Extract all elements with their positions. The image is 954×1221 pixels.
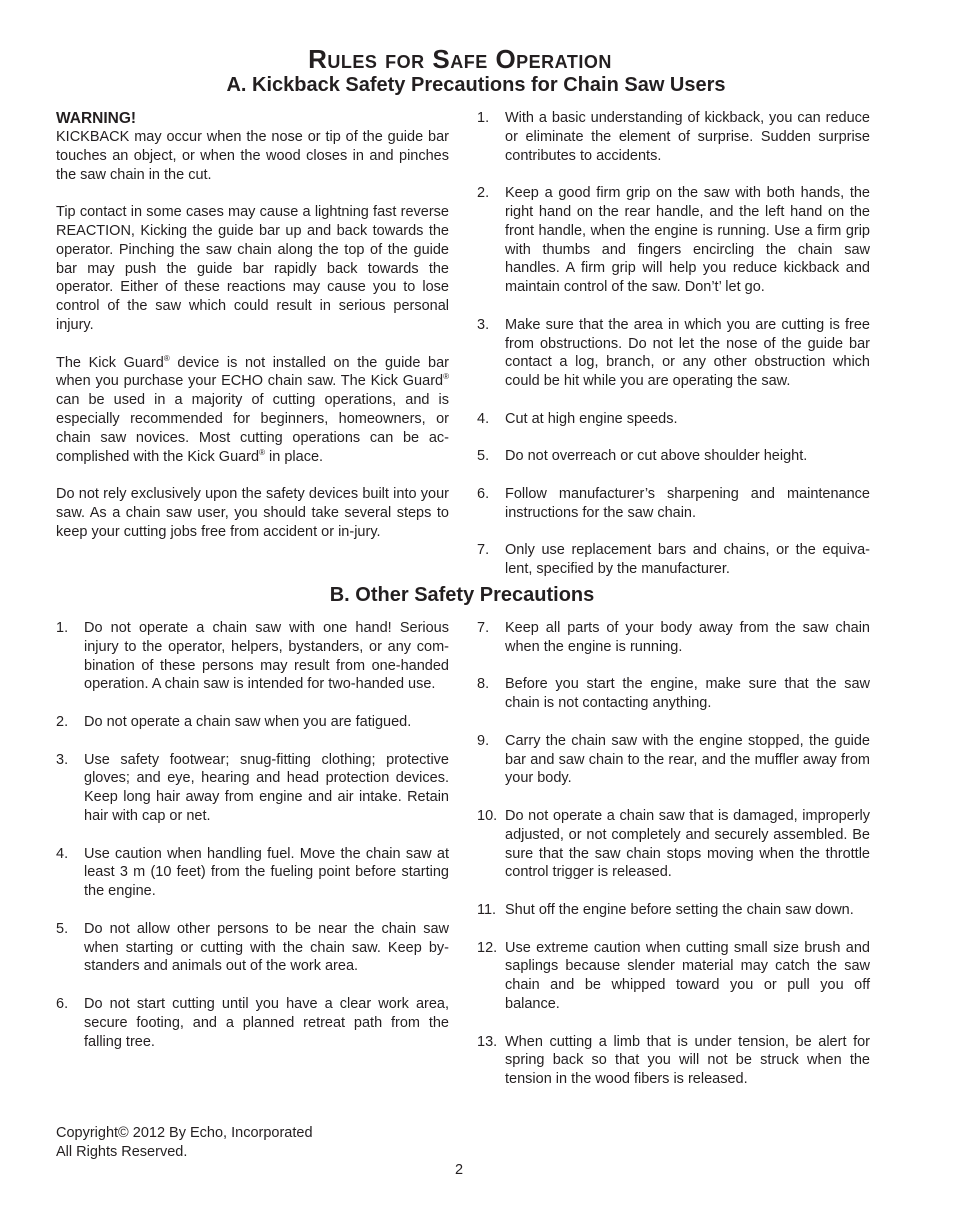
registered-mark: ®: [163, 353, 170, 363]
registered-mark: ®: [443, 372, 449, 382]
item-text: Do not allow other persons to be near the chain saw when starting or cutting with the chain saw. Keep by-standers and animals out of the work area.: [84, 920, 449, 975]
item-number: 12.: [477, 939, 498, 956]
item-number: 7.: [477, 542, 490, 559]
item-text: Shut off the engine before setting the chain saw down.: [505, 901, 854, 918]
item-text: Use safety footwear; snug-fitting clothing; protective gloves; and eye, hearing and head protection devices. Keep long hair away from engine and air intake. Retain hair with cap or net.: [84, 751, 449, 824]
section-a-right-column: [477, 109, 870, 598]
item-text: Carry the chain saw with the engine stopped, the guide bar and saw chain to the rear, and the muffler away from your body.: [505, 732, 870, 787]
item-number: 4.: [56, 845, 69, 862]
item-number: 8.: [477, 676, 490, 693]
rights-line: All Rights Reserved.: [56, 1144, 188, 1160]
item-text: Before you start the engine, make sure that the saw chain is not contacting anything.: [505, 676, 870, 712]
copyright-line: Copyright© 2012 By Echo, Incorporated: [56, 1125, 313, 1141]
list-item: [477, 485, 870, 523]
item-text: Cut at high engine speeds.: [505, 410, 678, 427]
item-text: When cutting a limb that is under tension, be alert for spring back so that you will not be struck when the tension in the wood fibers is released.: [505, 1033, 870, 1088]
item-text: Do not operate a chain saw that is damaged, improperly adjusted, or not completely and securely assembled. Be sure that the saw chain stops moving when the throttle control trigger is released.: [505, 807, 870, 881]
item-text: Do not overreach or cut above shoulder height.: [505, 448, 808, 465]
item-number: 2.: [56, 713, 69, 730]
item-number: 7.: [477, 620, 490, 636]
list-item: [56, 845, 449, 901]
section-a-left-column: [56, 109, 449, 560]
list-item: [477, 807, 870, 882]
item-text: Do not start cutting until you have a clear work area, secure footing, and a planned retreat path from the falling tree.: [84, 995, 449, 1050]
item-text: Do not operate a chain saw with one hand! Serious injury to the operator, helpers, bystanders, or any com-bination of these persons may result from one-handed operation. A chain saw is intended for two-handed use.: [84, 620, 449, 693]
item-number: 4.: [477, 410, 490, 427]
list-item: [477, 901, 870, 920]
list-item: [477, 675, 870, 713]
section-b-left-column: [56, 619, 449, 1070]
page-number: 2: [455, 1162, 464, 1178]
section-b-heading: B. Other Safety Precautions: [329, 584, 595, 606]
list-item: [477, 619, 870, 657]
item-text: With a basic understanding of kickback, you can reduce or eliminate the element of surprise. Sudden surprise contributes to accidents.: [505, 110, 870, 164]
item-number: 9.: [477, 732, 490, 749]
item-number: 5.: [56, 920, 69, 937]
list-item: [56, 995, 449, 1051]
kickback-paragraph: KICKBACK may occur when the nose or tip of the guide bar touches an object, or when the wood closes in and pinches the saw chain in the cut.: [56, 129, 449, 183]
list-item: [56, 920, 449, 976]
list-item: [477, 541, 870, 579]
item-number: 3.: [56, 751, 69, 768]
page-title: Rules for Safe Operation: [308, 44, 612, 74]
section-b-right-column: [477, 619, 870, 1108]
registered-mark: ®: [259, 447, 265, 457]
kick-guard-text-4: in place.: [265, 448, 324, 465]
list-item: [477, 732, 870, 788]
list-item: [56, 619, 449, 694]
item-text: Use extreme caution when cutting small size brush and saplings because slender material may catch the saw chain and be whipped toward you or pull you off balance.: [505, 939, 870, 1012]
item-number: 3.: [477, 316, 490, 333]
item-number: 10.: [477, 807, 498, 824]
warning-heading: WARNING!: [56, 110, 137, 127]
item-text: Keep a good firm grip on the saw with both hands, the right hand on the rear handle, and the left hand on the front handle, when the engine is running. Use a firm grip with thumbs and fingers encircling the chain saw handles. A firm grip will help you reduce kickback and maintain control of the saw. Don’t’ let go.: [505, 185, 870, 296]
safety-devices-paragraph: Do not rely exclusively upon the safety devices built into your saw. As a chain saw user, you should take several steps to keep your cutting jobs free from accident or in-jury.: [56, 486, 449, 540]
item-text: Do not operate a chain saw when you are fatigued.: [84, 713, 412, 730]
list-item: [477, 1033, 870, 1089]
item-number: 13.: [477, 1033, 498, 1050]
item-text: Follow manufacturer’s sharpening and maintenance instructions for the saw chain.: [505, 485, 870, 521]
item-number: 11.: [477, 901, 497, 918]
list-item: [477, 410, 870, 429]
list-item: [477, 184, 870, 297]
kick-guard-text-3: can be used in a majority of cutting operations, and is especially recommended for beginners, homeowners, or chain saw novices. Most cutting operations can be ac-complished with the Kick Guard: [56, 392, 449, 465]
item-text: Use caution when handling fuel. Move the chain saw at least 3 m (10 feet) from the fueling point before starting the engine.: [84, 845, 449, 900]
item-number: 2.: [477, 185, 490, 202]
list-item: [56, 751, 449, 826]
copyright-notice: [56, 1124, 313, 1162]
item-number: 6.: [56, 995, 69, 1012]
item-text: Make sure that the area in which you are cutting is free from obstructions. Do not let the nose of the guide bar contact a log, branch, or any other obstruction which could be hit while you are operating the saw.: [505, 316, 870, 390]
list-item: [477, 939, 870, 1014]
list-item: [477, 109, 870, 165]
item-number: 5.: [477, 448, 490, 465]
item-number: 1.: [477, 110, 490, 126]
kick-guard-text-1: The Kick Guard: [56, 354, 164, 371]
list-item: [477, 447, 870, 466]
list-item: [56, 713, 449, 732]
list-item: [477, 316, 870, 391]
kick-guard-paragraph: [56, 354, 449, 467]
tip-contact-paragraph: Tip contact in some cases may cause a lightning fast reverse REACTION, Kicking the guide bar up and back towards the operator. Pinching the saw chain along the top of the guide bar may push the guide bar rapidly back towards the operator. Either of these reactions may cause you to lose control of the saw which could result in serious personal injury.: [56, 204, 449, 333]
item-text: Only use replacement bars and chains, or the equiva-lent, specified by the manufacturer.: [505, 542, 870, 578]
section-a-heading: A. Kickback Safety Precautions for Chain Saw Users: [226, 74, 726, 96]
item-number: 1.: [56, 620, 69, 636]
item-number: 6.: [477, 485, 490, 502]
kick-guard-text-2: device is not installed on the guide bar when you purchase your ECHO chain saw. The Kick Guard: [56, 354, 449, 390]
item-text: Keep all parts of your body away from the saw chain when the engine is running.: [505, 620, 870, 655]
